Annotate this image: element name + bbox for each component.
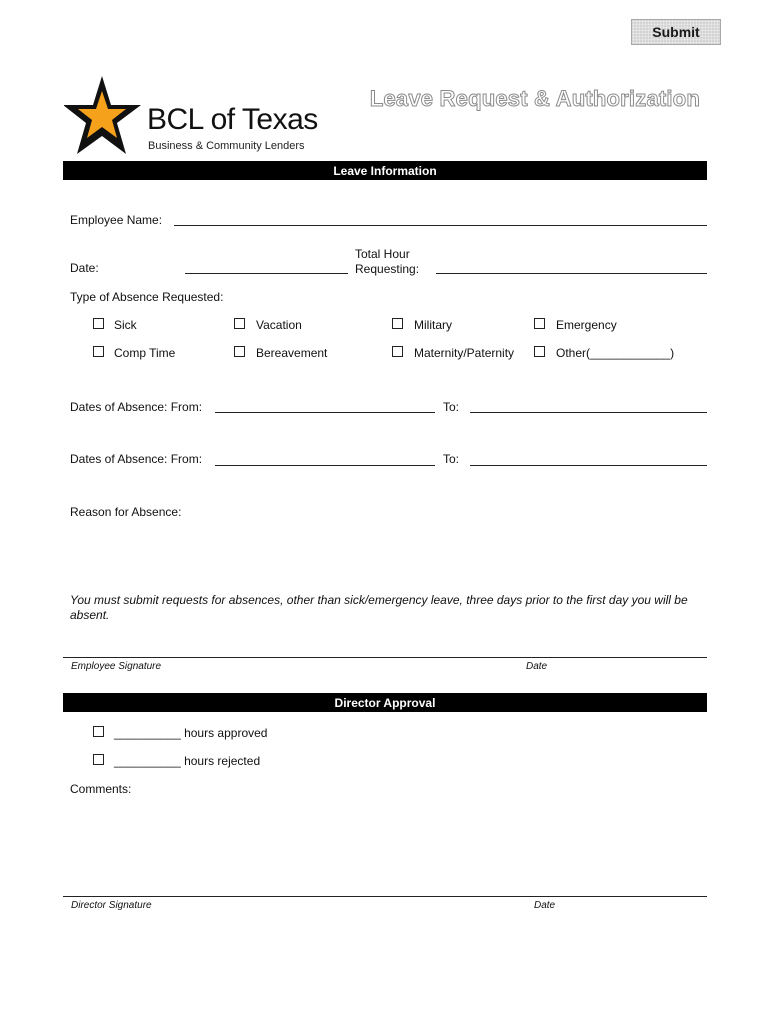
maternity-paternity-label: Maternity/Paternity [414,346,515,360]
emergency-checkbox[interactable] [534,318,545,329]
hours-rejected-label: __________ hours rejected [114,754,261,768]
vacation-label: Vacation [256,318,302,332]
other-checkbox[interactable] [534,346,545,357]
hours-rejected-checkbox[interactable] [93,754,104,765]
vacation-checkbox[interactable] [234,318,245,329]
hours-approved-label: __________ hours approved [114,726,268,740]
employee-name-label: Employee Name: [70,213,163,227]
from-date-field-1[interactable] [215,412,435,413]
absence-type-label: Type of Absence Requested: [70,290,224,304]
comp-time-checkbox[interactable] [93,346,104,357]
to-label-1: To: [443,400,460,414]
maternity-paternity-checkbox[interactable] [392,346,403,357]
comments-field[interactable] [70,800,707,892]
employee-date-label: Date [526,661,548,672]
total-hour-label: Total Hour [355,247,410,261]
sick-label: Sick [114,318,137,332]
submission-note: You must submit requests for absences, other than sick/emergency leave, three days prior to the first day you will be absent. [70,593,688,622]
employee-signature-line[interactable] [63,657,707,658]
hours-approved-checkbox[interactable] [93,726,104,737]
emergency-label: Emergency [556,318,617,332]
form-title: Leave Request & Authorization [369,86,700,111]
from-date-field-2[interactable] [215,465,435,466]
logo-tagline: Business & Community Lenders [148,140,305,152]
director-date-label: Date [534,900,556,911]
star-logo-icon [64,74,144,160]
dates-absence-from-label-1: Dates of Absence: From: [70,400,203,414]
military-label: Military [414,318,452,332]
requesting-label: Requesting: [355,262,420,276]
employee-name-field[interactable] [174,225,707,226]
director-signature-line[interactable] [63,896,707,897]
director-signature-label: Director Signature [71,900,152,911]
comments-label: Comments: [70,782,132,796]
to-date-field-1[interactable] [470,412,707,413]
leave-information-header: Leave Information [63,161,707,180]
sick-checkbox[interactable] [93,318,104,329]
logo-brand-text: BCL of Texas [147,103,318,136]
employee-signature-label: Employee Signature [71,661,162,672]
director-approval-header: Director Approval [63,693,707,712]
bereavement-checkbox[interactable] [234,346,245,357]
submit-button[interactable]: Submit [631,19,721,45]
other-label: Other(____________) [556,346,675,360]
reason-label: Reason for Absence: [70,505,182,519]
military-checkbox[interactable] [392,318,403,329]
reason-field[interactable] [70,523,707,585]
bcl-logo [64,74,324,164]
to-label-2: To: [443,452,460,466]
date-label: Date: [70,261,99,275]
dates-absence-from-label-2: Dates of Absence: From: [70,452,203,466]
bereavement-label: Bereavement [256,346,328,360]
date-field[interactable] [185,273,348,274]
to-date-field-2[interactable] [470,465,707,466]
comp-time-label: Comp Time [114,346,176,360]
total-hours-field[interactable] [436,273,707,274]
